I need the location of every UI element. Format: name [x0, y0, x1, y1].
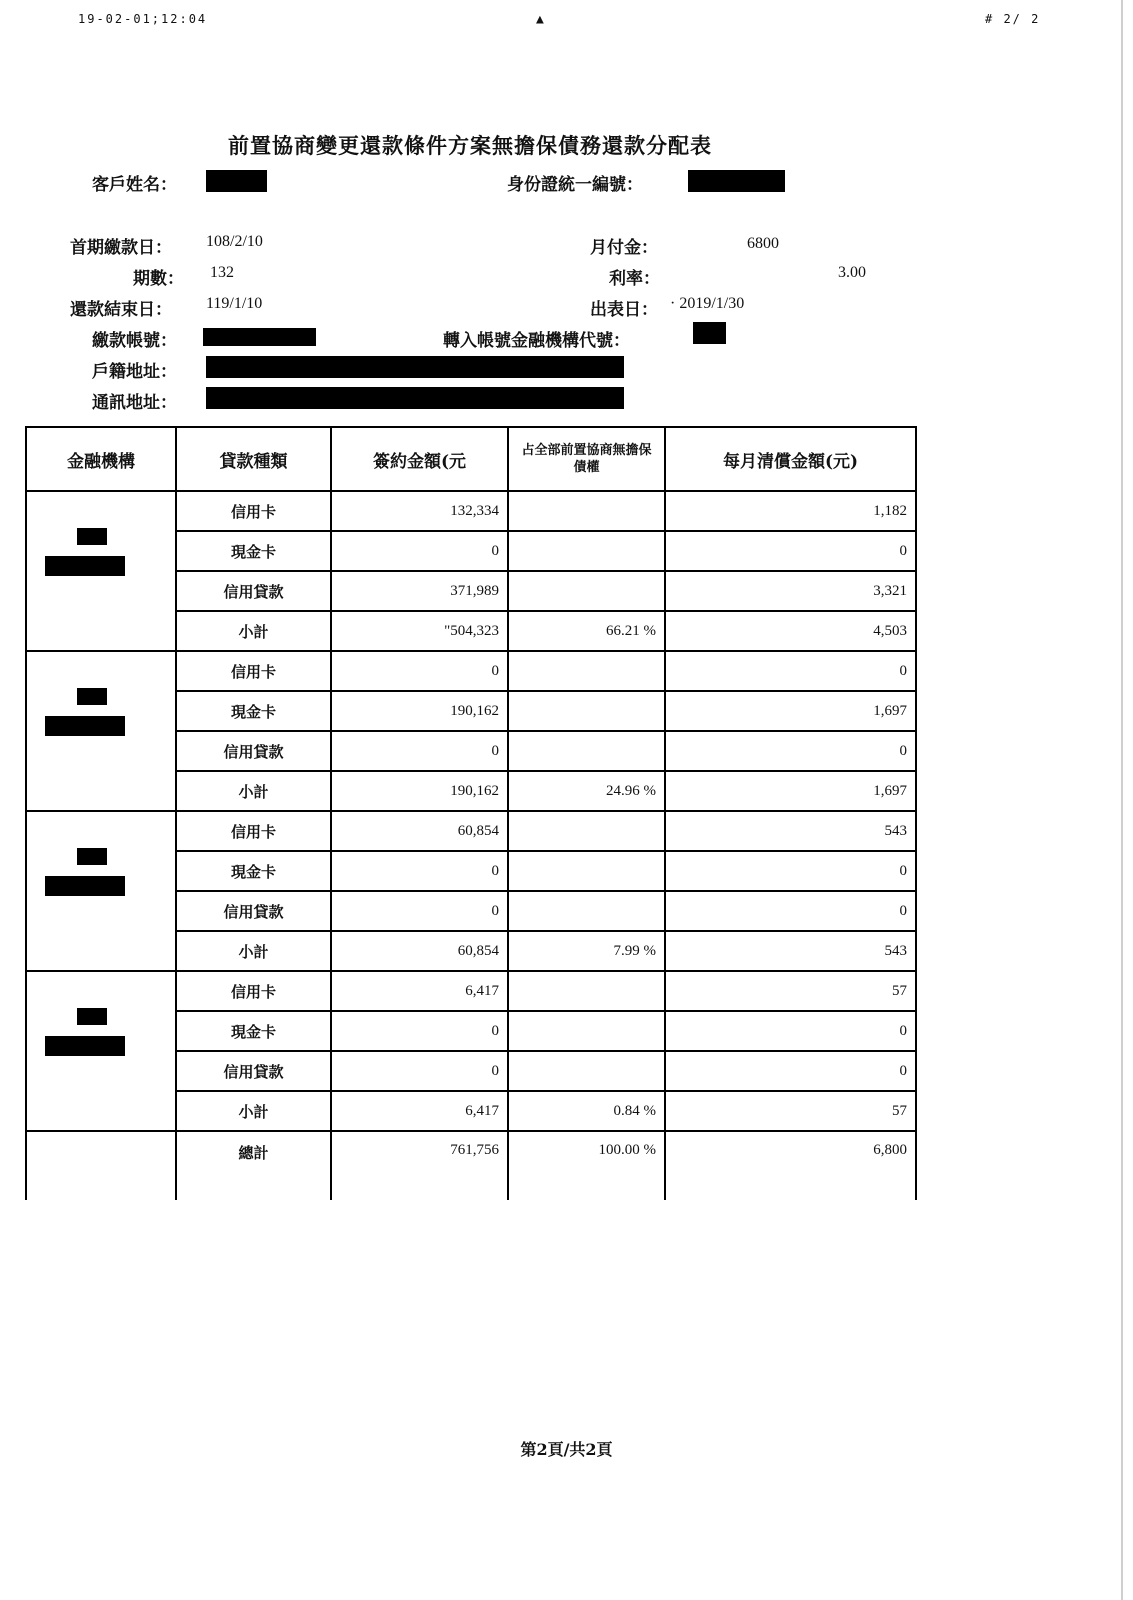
share-percent-cell: 7.99 % [508, 931, 665, 971]
mailing-address-redacted [206, 387, 624, 409]
contract-amount-cell: 0 [331, 731, 508, 771]
monthly-repayment-cell: 1,697 [665, 771, 916, 811]
monthly-repayment-cell: 4,503 [665, 611, 916, 651]
loan-type-cell: 現金卡 [176, 1011, 331, 1051]
monthly-repayment-cell: 543 [665, 811, 916, 851]
contract-amount-cell: 0 [331, 851, 508, 891]
total-label-cell: 總計 [176, 1131, 331, 1200]
share-percent-cell [508, 691, 665, 731]
contract-amount-cell: 371,989 [331, 571, 508, 611]
total-percent-cell: 100.00 % [508, 1131, 665, 1200]
monthly-repayment-cell: 0 [665, 1051, 916, 1091]
loan-type-cell: 現金卡 [176, 691, 331, 731]
table-header-row [26, 427, 916, 491]
contract-amount-cell: 132,334 [331, 491, 508, 531]
end-date-value: 119/1/10 [206, 295, 263, 312]
share-percent-cell [508, 531, 665, 571]
monthly-repayment-cell: 0 [665, 891, 916, 931]
share-percent-cell [508, 891, 665, 931]
loan-type-cell: 信用貸款 [176, 891, 331, 931]
total-monthly-cell: 6,800 [665, 1131, 916, 1200]
total-amount-cell: 761,756 [331, 1131, 508, 1200]
loan-type-cell: 現金卡 [176, 851, 331, 891]
payment-account-label: 繳款帳號： [92, 331, 177, 351]
table-row [26, 811, 916, 851]
header-loan-type: 貸款種類 [176, 427, 331, 491]
contract-amount-cell: 190,162 [331, 691, 508, 731]
total-institution-cell [26, 1131, 176, 1200]
monthly-payment-label: 月付金： [590, 238, 658, 258]
registered-address-label: 戶籍地址： [92, 362, 177, 382]
monthly-repayment-cell: 0 [665, 531, 916, 571]
id-number-label: 身份證統一編號： [507, 175, 643, 195]
monthly-repayment-cell: 57 [665, 1091, 916, 1131]
loan-type-cell: 小計 [176, 931, 331, 971]
share-percent-cell [508, 1011, 665, 1051]
loan-type-cell: 小計 [176, 771, 331, 811]
transfer-bank-code-label: 轉入帳號金融機構代號： [443, 331, 630, 351]
share-percent-cell [508, 851, 665, 891]
issue-date-value: · 2019/1/30 [670, 295, 745, 312]
header-contract-amount: 簽約金額(元 [331, 427, 508, 491]
monthly-repayment-cell: 3,321 [665, 571, 916, 611]
share-percent-cell [508, 491, 665, 531]
periods-value: 132 [210, 264, 234, 281]
document-title: 前置協商變更還款條件方案無擔保債務還款分配表 [228, 133, 712, 158]
contract-amount-cell: 0 [331, 891, 508, 931]
share-percent-cell [508, 651, 665, 691]
institution-name-redacted [45, 876, 125, 896]
monthly-repayment-cell: 0 [665, 651, 916, 691]
total-row [26, 1131, 916, 1200]
monthly-repayment-cell: 0 [665, 1011, 916, 1051]
payment-account-redacted [203, 328, 316, 346]
loan-type-cell: 信用貸款 [176, 731, 331, 771]
id-number-redacted [688, 170, 785, 192]
contract-amount-cell: 0 [331, 531, 508, 571]
institution-name-redacted [77, 688, 107, 705]
institution-cell [26, 811, 176, 971]
monthly-repayment-cell: 1,697 [665, 691, 916, 731]
interest-rate-label: 利率： [609, 269, 660, 289]
transfer-bank-code-redacted [693, 322, 726, 344]
loan-type-cell: 小計 [176, 1091, 331, 1131]
share-percent-cell [508, 571, 665, 611]
contract-amount-cell: 60,854 [331, 811, 508, 851]
contract-amount-cell: 6,417 [331, 971, 508, 1011]
table-row [26, 651, 916, 691]
header-institution: 金融機構 [26, 427, 176, 491]
monthly-payment-value: 6800 [747, 235, 779, 252]
end-date-label: 還款結束日： [70, 300, 172, 320]
table-row [26, 971, 916, 1011]
fax-page-number: # 2/ 2 [985, 12, 1041, 26]
institution-cell [26, 651, 176, 811]
loan-type-cell: 信用貸款 [176, 1051, 331, 1091]
customer-name-label: 客戶姓名： [92, 175, 177, 195]
institution-cell [26, 491, 176, 651]
monthly-repayment-cell: 1,182 [665, 491, 916, 531]
issue-date-label: 出表日： [590, 300, 658, 320]
customer-name-redacted [206, 170, 267, 192]
fax-timestamp: 19-02-01;12:04 [78, 12, 208, 26]
loan-type-cell: 信用卡 [176, 811, 331, 851]
contract-amount-cell: 60,854 [331, 931, 508, 971]
share-percent-cell [508, 731, 665, 771]
distribution-table [25, 426, 917, 1200]
share-percent-cell [508, 971, 665, 1011]
loan-type-cell: 現金卡 [176, 531, 331, 571]
contract-amount-cell: 190,162 [331, 771, 508, 811]
share-percent-cell [508, 811, 665, 851]
contract-amount-cell: "504,323 [331, 611, 508, 651]
loan-type-cell: 小計 [176, 611, 331, 651]
monthly-repayment-cell: 0 [665, 731, 916, 771]
institution-cell [26, 971, 176, 1131]
share-percent-cell [508, 1051, 665, 1091]
institution-name-redacted [45, 1036, 125, 1056]
contract-amount-cell: 0 [331, 1051, 508, 1091]
header-monthly-repayment: 每月清償金額(元) [665, 427, 916, 491]
page-footer: 第2頁/共2頁 [520, 1440, 613, 1459]
mailing-address-label: 通訊地址： [92, 393, 177, 413]
registered-address-redacted [206, 356, 624, 378]
contract-amount-cell: 6,417 [331, 1091, 508, 1131]
loan-type-cell: 信用卡 [176, 651, 331, 691]
fax-mark: ▲ [536, 12, 546, 27]
first-payment-date-label: 首期繳款日： [70, 238, 172, 258]
interest-rate-value: 3.00 [838, 264, 866, 281]
institution-name-redacted [77, 528, 107, 545]
loan-type-cell: 信用卡 [176, 491, 331, 531]
share-percent-cell: 0.84 % [508, 1091, 665, 1131]
periods-label: 期數： [133, 269, 184, 289]
share-percent-cell: 24.96 % [508, 771, 665, 811]
institution-name-redacted [77, 1008, 107, 1025]
header-share-percent: 占全部前置協商無擔保債權 [508, 427, 665, 491]
monthly-repayment-cell: 543 [665, 931, 916, 971]
institution-name-redacted [45, 556, 125, 576]
loan-type-cell: 信用貸款 [176, 571, 331, 611]
contract-amount-cell: 0 [331, 651, 508, 691]
scan-edge-line [1121, 0, 1123, 1600]
contract-amount-cell: 0 [331, 1011, 508, 1051]
monthly-repayment-cell: 0 [665, 851, 916, 891]
loan-type-cell: 信用卡 [176, 971, 331, 1011]
table-row [26, 491, 916, 531]
institution-name-redacted [45, 716, 125, 736]
institution-name-redacted [77, 848, 107, 865]
share-percent-cell: 66.21 % [508, 611, 665, 651]
first-payment-date-value: 108/2/10 [206, 233, 263, 250]
monthly-repayment-cell: 57 [665, 971, 916, 1011]
